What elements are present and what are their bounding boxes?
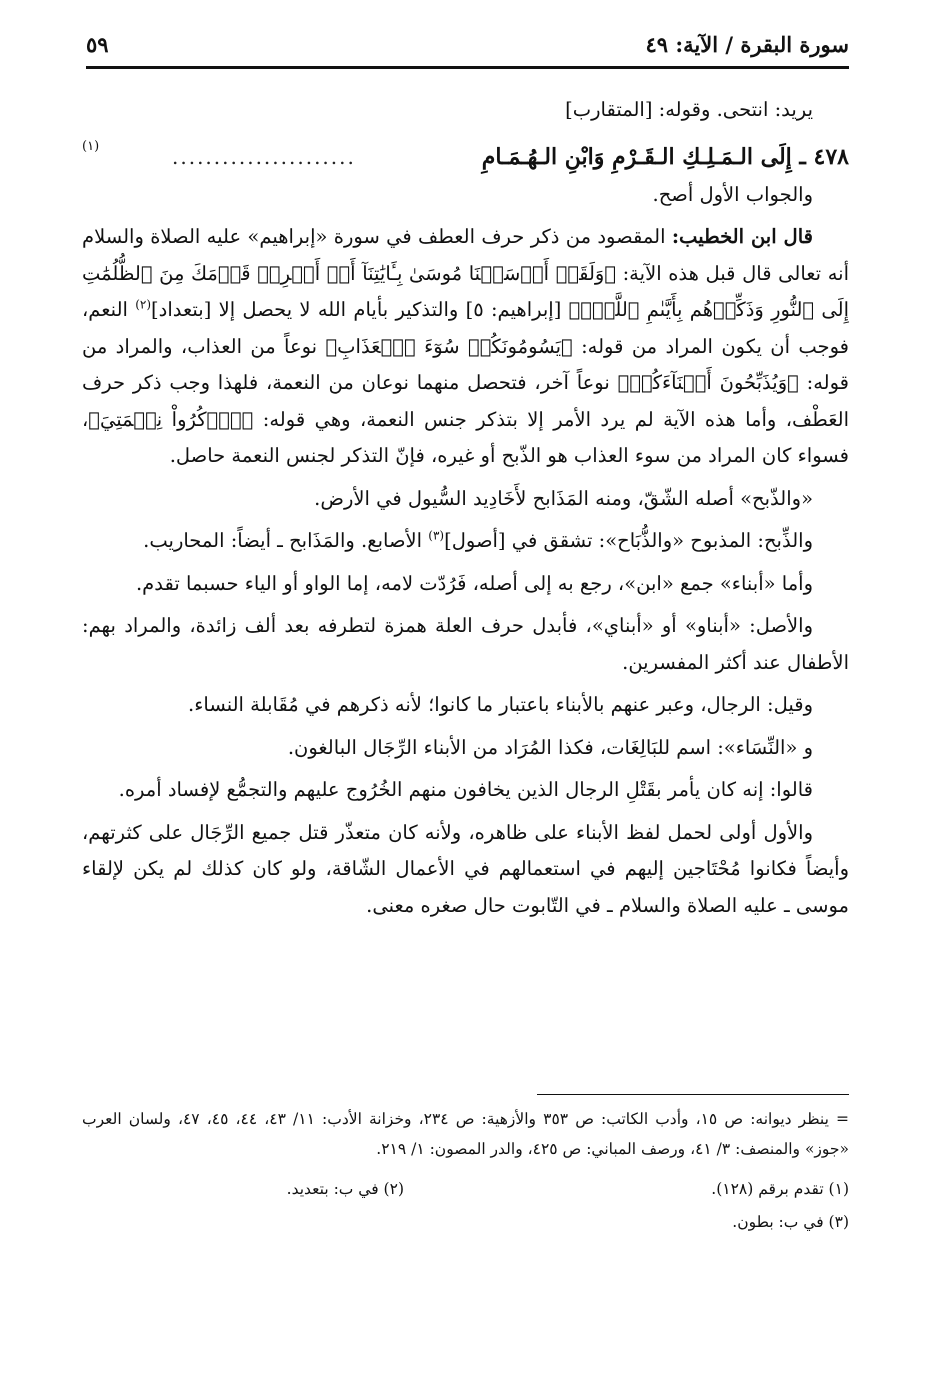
page-number: ٥٩ [86,32,109,57]
footnote-marker-2: (٢) [135,297,152,312]
main-text [82,92,849,930]
verse-dots: ...................... [172,144,356,169]
page-header [86,26,849,69]
paragraph-8: وقيل: الرجال، وعبر عنهم بالأبناء باعتبار ما كانوا؛ لأنه ذكرهم في مُقَابلة النساء. [188,693,813,716]
paragraph-10: قالوا: إنه كان يأمر بقَتْلِ الرجال الذين يخافون منهم الخُرُوج عليهم والتجمُّع لإفساد أمره. [118,778,813,801]
paragraph-1: يريد: انتحى. وقوله: [المتقارب] [565,98,813,121]
paragraph-2: والجواب الأول أصح. [652,182,813,206]
paragraph-3-text: المقصود من ذكر حرف العطف في سورة «إبراهيم» عليه الصلاة والسلام أنه تعالى قال قبل هذه الآية: ﴿وَلَقَدۡ أَرۡسَلۡنَا مُوسَىٰ بِـَٔايَٰتِنَآ أَنۡ أَخۡرِجۡ قَوۡمَكَ مِنَ ٱلظُّلُمَٰتِ إِلَى ٱلنُّورِ وَذَكِّرۡهُم بِأَيَّىٰمِ ٱللَّهِۚ﴾ [إبراهيم: ٥] والتذكير بأيام الله لا يحصل إلا [بتعداد] [82,225,850,321]
paragraph-11: والأول أولى لحمل لفظ الأبناء على ظاهره، ولأنه كان متعذّر قتل جميع الرِّجَال على كثرتهم، وأيضاً فكانوا مُحْتَاجين إليهم في استعمالهم في الأعمال الشّاقة، ولو كان كذلك لم يكن لإلقاء موسى ـ عليه الصلاة والسلام ـ في التّابوت حال صغره معنى. [82,820,849,917]
verse-text: ٤٧٨ ـ إِلَى الـمَـلِـكِ الـقَـرْمِ وَابْنِ الـهُـمَـامِ [481,143,849,170]
paragraph-7: والأصل: «أبناو» أو «أبناي»، فأبدل حرف العلة همزة لتطرفه بعد ألف زائدة، والمراد بهم: الأطفال عند أكثر المفسرين. [82,614,849,674]
paragraph-6: وأما «أبناء» جمع «ابن»، رجع به إلى أصله، فَرُدّت لامه، إما الواو أو الياء حسبما تقدم. [135,571,813,595]
paragraph-9: و «النِّسَاء»: اسم للبَالِغَات، فكذا المُرَاد من الأبناء الرِّجَال البالغون. [287,735,813,759]
paragraph-4: «والذّبح» أصله الشّقّ، ومنه المَذَابح لأَخَادِيد السُّيول في الأرض. [314,486,813,510]
footnote-row-2 [82,1207,849,1240]
paragraph-5-a: والذِّبح: المذبوح «والذُّبَاح»: تشقق في [أصول] [444,529,813,552]
poetry-verse [82,135,849,175]
paragraph-5 [82,523,849,560]
footnote-2: (٢) في ب: بتعديد. [286,1180,404,1198]
paragraph-5-b: الأصابع. والمَذَابح ـ أيضاً: المحاريب. [143,529,429,552]
footnote-continuation: = ينظر ديوانه: ص ١٥، وأدب الكاتب: ص ٣٥٣ والأزهية: ص ٢٣٤، وخزانة الأدب: ١١/ ٤٣، ٤٤، ٤٥، ٤٧، ولسان العرب «جوز» والمنصف: ٣/ ٤١، ورصف المباني: ص ٤٢٥، والدر المصون: ١/ ٢١٩. [82,1110,850,1158]
footnotes [82,1104,849,1240]
footnote-1: (١) تقدم برقم (١٢٨). [711,1180,849,1198]
footnote-3: (٣) في ب: بطون. [732,1213,849,1231]
verse-footnote-marker: (١) [82,138,100,154]
running-title: سورة البقرة / الآية: ٤٩ [645,32,849,57]
footnote-row-1 [82,1174,849,1207]
paragraph-3-rest: النعم، فوجب أن يكون المراد من قوله: ﴿يَسُومُونَكُمۡ سُوٓءَ ٱلۡعَذَابِ﴾ نوعاً من العذاب، والمراد من قوله: ﴿وَيُذَبِّحُونَ أَبۡنَآءَكُمۡ﴾ نوعاً آخر، فتحصل منهما نوعان من النعمة، فلهذا وجب ذكر حرف العَطْف، وأما هذه الآية لم يرد الأمر إلا بتذكر جنس النعمة، وهي قوله: ﴿ٱذۡكُرُواْ نِعۡمَتِيَ﴾، فسواء كان المراد من سوء العذاب هو الذّبح أو غيره، فإنّ التذكر لجنس النعمة حاصل. [82,298,849,467]
footnote-marker-3: (٣) [428,528,445,543]
paragraph-3 [82,219,849,475]
speaker-label: قال ابن الخطيب: [671,225,813,248]
footnote-separator [537,1094,849,1095]
